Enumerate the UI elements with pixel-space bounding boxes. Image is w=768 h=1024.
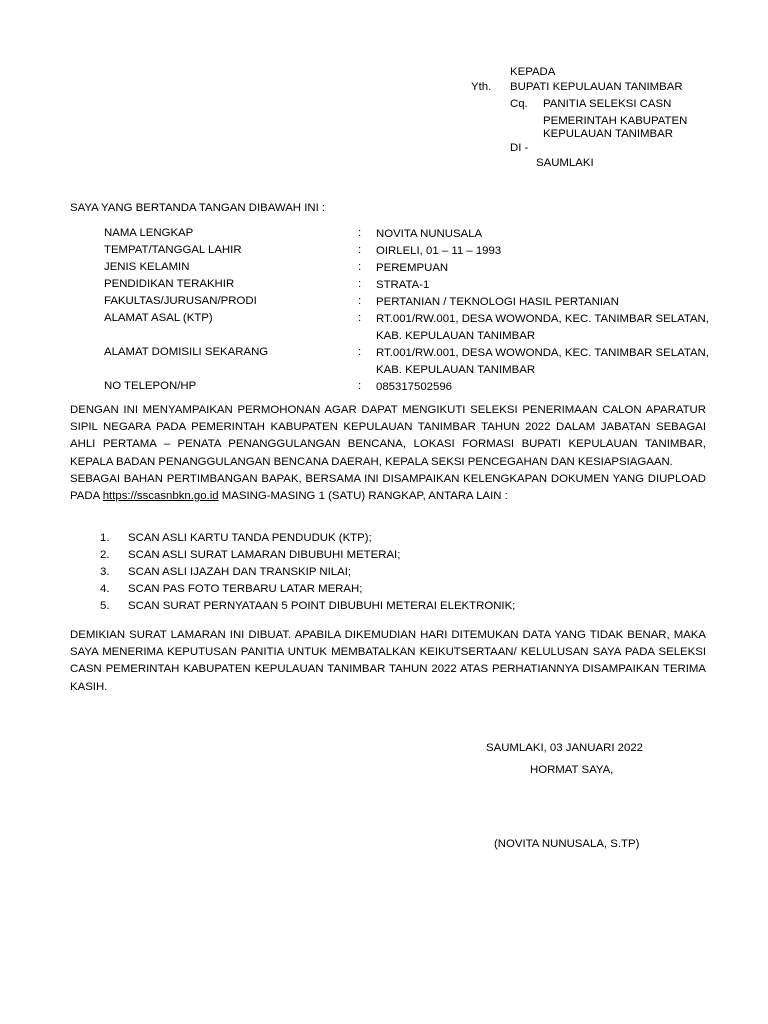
- address-cq-line3: KEPULAUAN TANIMBAR: [543, 128, 673, 140]
- list-item-number: 4.: [100, 583, 110, 595]
- identity-label: NAMA LENGKAP: [104, 227, 194, 239]
- identity-row: [104, 243, 724, 260]
- identity-row: [104, 226, 724, 243]
- list-item-text: SCAN ASLI KARTU TANDA PENDUDUK (KTP);: [128, 532, 372, 544]
- documents-paragraph-tail: MASING-MASING 1 (SATU) RANGKAP, ANTARA LAIN :: [218, 490, 508, 503]
- identity-colon: :: [358, 295, 362, 307]
- identity-label: TEMPAT/TANGGAL LAHIR: [104, 244, 242, 256]
- body-text: [70, 402, 706, 505]
- identity-colon: :: [358, 380, 362, 392]
- identity-colon: :: [358, 346, 362, 358]
- documents-paragraph: [70, 471, 706, 505]
- list-item-number: 3.: [100, 566, 110, 578]
- identity-row: [104, 345, 724, 379]
- address-cq: Cq.: [510, 98, 528, 110]
- identity-value: STRATA-1: [376, 279, 430, 291]
- request-paragraph: DENGAN INI MENYAMPAIKAN PERMOHONAN AGAR DAPAT MENGIKUTI SELEKSI PENERIMAAN CALON APARATUR SIPIL NEGARA PADA PEMERINTAH KABUPATEN KEPULAUAN TANIMBAR TAHUN 2022 DALAM JABATAN SEBAGAI AHLI PERTAMA – PENATA PENANGGULANGAN BENCANA, LOKASI FORMASI BUPATI KEPULAUAN TANIMBAR, KEPALA BADAN PENANGGULANGAN BENCANA DAERAH, KEPALA SEKSI PENCEGAHAN DAN KESIAPSIAGAAN.: [70, 404, 706, 468]
- list-item-text: SCAN ASLI SURAT LAMARAN DIBUBUHI METERAI;: [128, 549, 401, 561]
- identity-colon: :: [358, 261, 362, 273]
- identity-label: PENDIDIKAN TERAKHIR: [104, 278, 235, 290]
- intro-line: SAYA YANG BERTANDA TANGAN DIBAWAH INI :: [70, 202, 326, 214]
- identity-value: NOVITA NUNUSALA: [376, 228, 483, 240]
- identity-value: RT.001/RW.001, DESA WOWONDA, KEC. TANIMBAR SELATAN, KAB. KEPULAUAN TANIMBAR: [376, 347, 709, 376]
- sscasn-link[interactable]: https://sscasnbkn.go.id: [102, 490, 219, 503]
- list-item-number: 2.: [100, 549, 110, 561]
- address-city: SAUMLAKI: [536, 157, 594, 169]
- address-yth: Yth.: [471, 81, 492, 93]
- list-item-text: SCAN ASLI IJAZAH DAN TRANSKIP NILAI;: [128, 566, 352, 578]
- place-date: SAUMLAKI, 03 JANUARI 2022: [486, 742, 644, 754]
- address-cq-line2: PEMERINTAH KABUPATEN: [543, 115, 688, 127]
- address-di: DI -: [510, 142, 529, 154]
- identity-label: NO TELEPON/HP: [104, 380, 197, 392]
- identity-row: [104, 311, 724, 345]
- identity-colon: :: [358, 244, 362, 256]
- list-item-number: 1.: [100, 532, 110, 544]
- address-recipient: BUPATI KEPULAUAN TANIMBAR: [510, 81, 683, 93]
- identity-colon: :: [358, 312, 362, 324]
- identity-label: FAKULTAS/JURUSAN/PRODI: [104, 295, 257, 307]
- identity-value: RT.001/RW.001, DESA WOWONDA, KEC. TANIMBAR SELATAN, KAB. KEPULAUAN TANIMBAR: [376, 313, 709, 342]
- signatory-name: (NOVITA NUNUSALA, S.TP): [494, 838, 640, 850]
- list-item-text: SCAN SURAT PERNYATAAN 5 POINT DIBUBUHI METERAI ELEKTRONIK;: [128, 600, 516, 612]
- identity-label: ALAMAT DOMISILI SEKARANG: [104, 346, 269, 358]
- identity-value: 085317502596: [376, 381, 453, 393]
- closing-paragraph: DEMIKIAN SURAT LAMARAN INI DIBUAT. APABILA DIKEMUDIAN HARI DITEMUKAN DATA YANG TIDAK BENAR, MAKA SAYA MENERIMA KEPUTUSAN PANITIA UNTUK MEMBATALKAN KEIKUTSERTAAN/ KELULUSAN SAYA PADA SELEKSI CASN PEMERINTAH KABUPATEN KEPULAUAN TANIMBAR TAHUN 2022 ATAS PERHATIANNYA DISAMPAIKAN TERIMA KASIH.: [70, 629, 706, 693]
- identity-colon: :: [358, 227, 362, 239]
- identity-value: OIRLELI, 01 – 11 – 1993: [376, 245, 502, 257]
- identity-row: [104, 277, 724, 294]
- list-item-number: 5.: [100, 600, 110, 612]
- identity-row: [104, 379, 724, 396]
- identity-row: [104, 294, 724, 311]
- address-kepada: KEPADA: [510, 66, 556, 78]
- identity-row: [104, 260, 724, 277]
- identity-label: ALAMAT ASAL (KTP): [104, 312, 213, 324]
- identity-label: JENIS KELAMIN: [104, 261, 190, 273]
- documents-paragraph-lead: SEBAGAI BAHAN PERTIMBANGAN BAPAK, BERSAMA INI DISAMPAIKAN KELENGKAPAN DOKUMEN YANG DIUPLOAD PADA: [70, 472, 706, 503]
- list-item-text: SCAN PAS FOTO TERBARU LATAR MERAH;: [128, 583, 363, 595]
- identity-value: PEREMPUAN: [376, 262, 449, 274]
- identity-value: PERTANIAN / TEKNOLOGI HASIL PERTANIAN: [376, 296, 619, 308]
- address-cq-line1: PANITIA SELEKSI CASN: [543, 98, 672, 110]
- identity-colon: :: [358, 278, 362, 290]
- closing-greeting: HORMAT SAYA,: [530, 764, 614, 776]
